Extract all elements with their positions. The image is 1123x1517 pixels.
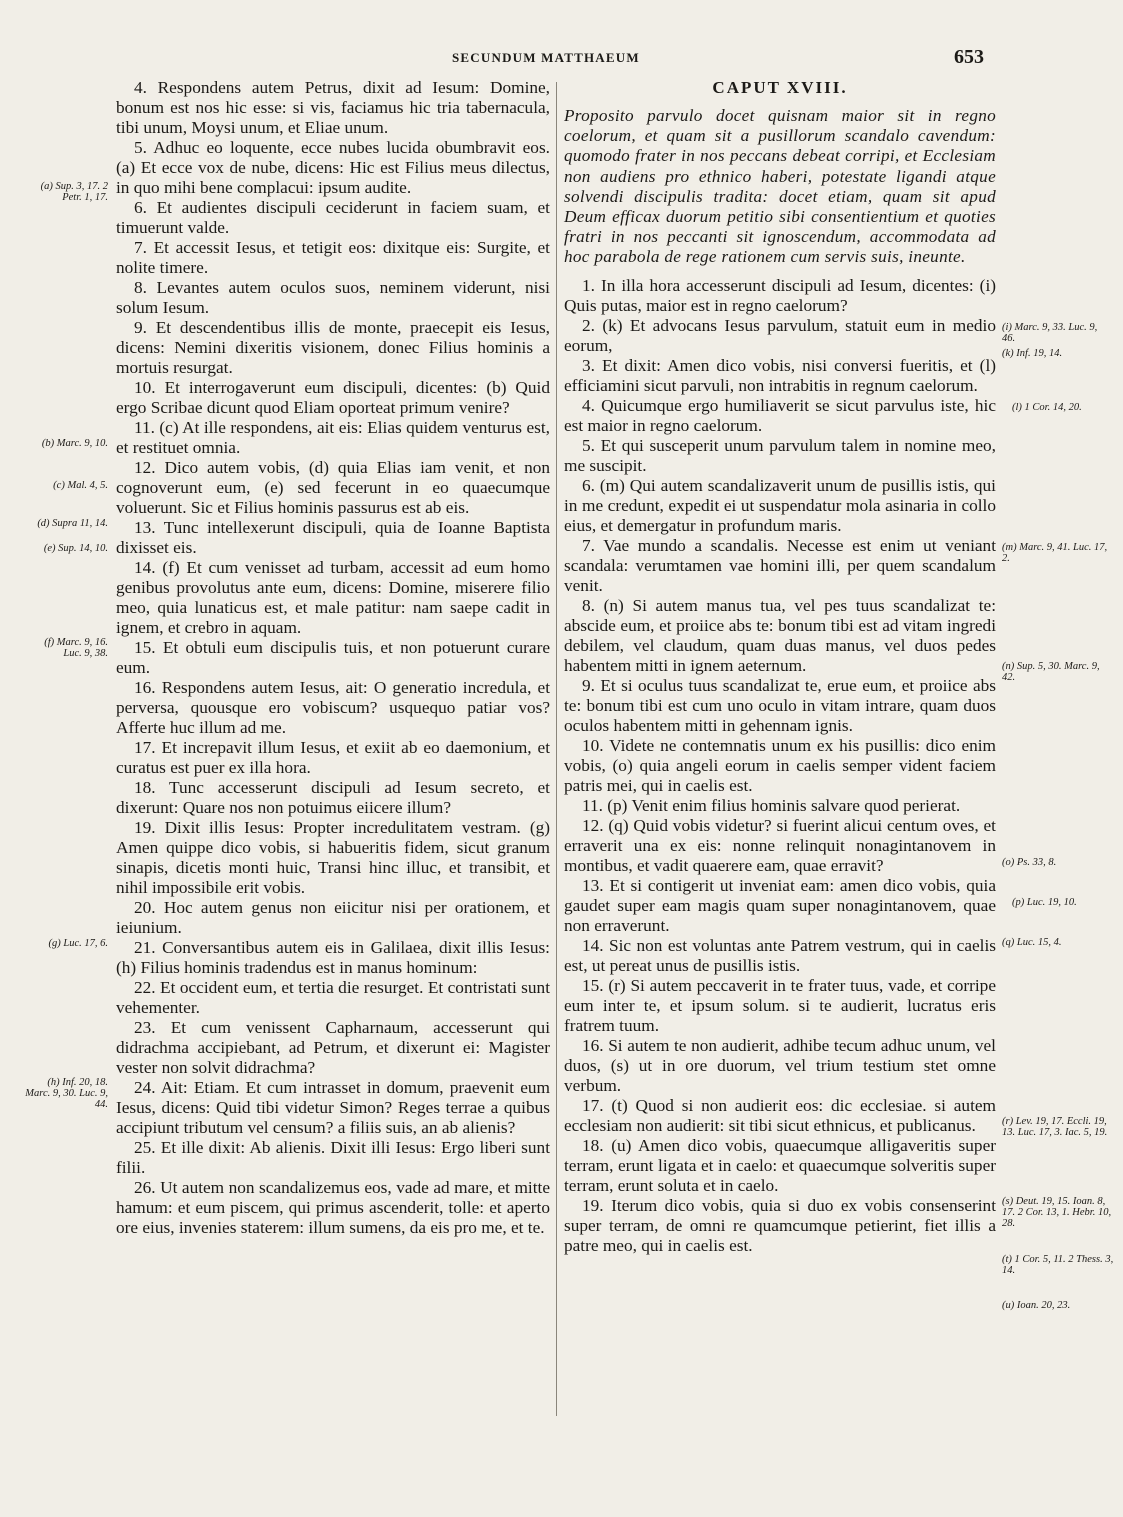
margin-note: (e) Sup. 14, 10. — [43, 543, 108, 554]
page-header — [0, 48, 1123, 70]
verse: 18. (u) Amen dico vobis, quaecumque alligaveritis super terram, erunt ligata et in caelo: et quaecumque solveritis super terram, erunt soluta et in caelo. — [564, 1135, 996, 1195]
margin-note: (o) Ps. 33, 8. — [1002, 857, 1057, 868]
verse: 17. (t) Quod si non audierit eos: dic ecclesiae. si autem ecclesiam non audierit: sit tibi sicut ethnicus, et publicanus. — [564, 1095, 996, 1135]
verse: 13. Tunc intellexerunt discipuli, quia de Ioanne Baptista dixisset eis. — [116, 518, 550, 557]
margin-note: (p) Luc. 19, 10. — [1012, 897, 1077, 908]
verse: 15. Et obtuli eum discipulis tuis, et non potuerunt curare eum. — [116, 638, 550, 677]
verse: 19. Dixit illis Iesus: Propter incredulitatem vestram. (g) Amen quippe dico vobis, si habueritis fidem, sicut granum sinapis, dicetis monti huic, Transi hinc illuc, et transibit, et nihil impossibile erit vobis. — [116, 818, 550, 897]
verse: 12. (q) Quid vobis videtur? si fuerint alicui centum oves, et erraverit una ex eis: nonne relinquit nonagintanovem in montibus, et vadit quaerere eam, quae erravit? — [564, 815, 996, 875]
margin-note: (s) Deut. 19, 15. Ioan. 8, 17. 2 Cor. 13, 1. Hebr. 10, 28. — [1002, 1196, 1112, 1229]
verse: 15. (r) Si autem peccaverit in te frater tuus, vade, et corripe eum inter te, et ipsum solum. si te audierit, lucratus eris fratrem tuum. — [564, 975, 996, 1035]
verse: 20. Hoc autem genus non eiicitur nisi per orationem, et ieiunium. — [116, 898, 550, 937]
verse: 4. Respondens autem Petrus, dixit ad Iesum: Domine, bonum est nos hic esse: si vis, faciamus hic tria tabernacula, tibi unum, Moysi unum, et Eliae unum. — [116, 78, 550, 137]
right-column — [564, 76, 996, 1256]
margin-note: (l) 1 Cor. 14, 20. — [1012, 402, 1082, 413]
verse: 14. Sic non est voluntas ante Patrem vestrum, qui in caelis est, ut pereat unus de pusillis istis. — [564, 935, 996, 975]
verse: 1. In illa hora accesserunt discipuli ad Iesum, dicentes: (i) Quis putas, maior est in regno caelorum? — [564, 275, 996, 315]
margin-note: (r) Lev. 19, 17. Eccli. 19, 13. Luc. 17, 3. Iac. 5, 19. — [1002, 1116, 1108, 1138]
margin-note: (h) Inf. 20, 18. Marc. 9, 30. Luc. 9, 44. — [25, 1077, 108, 1110]
verse: 2. (k) Et advocans Iesus parvulum, statuit eum in medio eorum, — [564, 315, 996, 355]
column-divider — [556, 82, 557, 1416]
verse: 7. Et accessit Iesus, et tetigit eos: dixitque eis: Surgite, et nolite timere. — [116, 238, 550, 277]
verse: 10. Videte ne contemnatis unum ex his pusillis: dico enim vobis, (o) quia angeli eorum in caelis semper vident faciem patris mei, qui in caelis est. — [564, 735, 996, 795]
verse: 5. Et qui susceperit unum parvulum talem in nomine meo, me suscipit. — [564, 435, 996, 475]
page-number: 653 — [954, 46, 984, 68]
verse: 25. Et ille dixit: Ab alienis. Dixit illi Iesus: Ergo liberi sunt filii. — [116, 1138, 550, 1177]
margin-note: (i) Marc. 9, 33. Luc. 9, 46. — [1002, 322, 1098, 344]
verse: 16. Respondens autem Iesus, ait: O generatio incredula, et perversa, quousque ero vobiscum? usquequo patiar vos? Afferte huc illum ad me. — [116, 678, 550, 737]
verse: 8. Levantes autem oculos suos, neminem viderunt, nisi solum Iesum. — [116, 278, 550, 317]
margin-note: (g) Luc. 17, 6. — [48, 938, 108, 949]
verse: 4. Quicumque ergo humiliaverit se sicut parvulus iste, hic est maior in regno caelorum. — [564, 395, 996, 435]
verse: 6. (m) Qui autem scandalizaverit unum de pusillis istis, qui in me credunt, expedit ei ut suspendatur mola asinaria in collo eius, et demergatur in profundum maris. — [564, 475, 996, 535]
margin-note: (u) Ioan. 20, 23. — [1002, 1300, 1071, 1311]
verse: 12. Dico autem vobis, (d) quia Elias iam venit, et non cognoverunt eum, (e) sed fecerunt in eo quaecumque voluerunt. Sic et Filius hominis passurus est ab eis. — [116, 458, 550, 517]
verse: 23. Et cum venissent Capharnaum, accesserunt qui didrachma accipiebant, ad Petrum, et dixerunt ei: Magister vester non solvit didrachma? — [116, 1018, 550, 1077]
margin-note: (b) Marc. 9, 10. — [41, 438, 108, 449]
verse: 5. Adhuc eo loquente, ecce nubes lucida obumbravit eos. (a) Et ecce vox de nube, dicens: Hic est Filius meus dilectus, in quo mihi bene complacui: ipsum audite. — [116, 138, 550, 197]
margin-note: (t) 1 Cor. 5, 11. 2 Thess. 3, 14. — [1002, 1254, 1114, 1276]
verse: 9. Et si oculus tuus scandalizat te, erue eum, et proiice abs te: bonum tibi est cum uno oculo in vitam intrare, quam duos oculos habentem mitti in gehennam ignis. — [564, 675, 996, 735]
verse: 6. Et audientes discipuli ceciderunt in faciem suam, et timuerunt valde. — [116, 198, 550, 237]
verse: 17. Et increpavit illum Iesus, et exiit ab eo daemonium, et curatus est puer ex illa hora. — [116, 738, 550, 777]
verse: 10. Et interrogaverunt eum discipuli, dicentes: (b) Quid ergo Scribae dicunt quod Eliam oporteat primum venire? — [116, 378, 550, 417]
margin-note: (m) Marc. 9, 41. Luc. 17, 2. — [1002, 542, 1108, 564]
margin-note: (a) Sup. 3, 17. 2 Petr. 1, 17. — [40, 181, 108, 203]
verse: 21. Conversantibus autem eis in Galilaea, dixit illis Iesus: (h) Filius hominis tradendus est in manus hominum: — [116, 938, 550, 977]
verse: 16. Si autem te non audierit, adhibe tecum adhuc unum, vel duos, (s) ut in ore duorum, vel trium testium stet omne verbum. — [564, 1035, 996, 1095]
left-column — [116, 78, 550, 1238]
verse: 9. Et descendentibus illis de monte, praecepit eis Iesus, dicens: Nemini dixeritis visionem, donec Filius hominis a mortuis resurgat. — [116, 318, 550, 377]
verse: 7. Vae mundo a scandalis. Necesse est enim ut veniant scandala: verumtamen vae homini illi, per quem scandalum venit. — [564, 535, 996, 595]
margin-note: (f) Marc. 9, 16. Luc. 9, 38. — [44, 637, 108, 659]
chapter-summary: Proposito parvulo docet quisnam maior sit in regno coelorum, et quam sit a pusillorum scandalo cavendum: quomodo frater in nos peccans debeat corripi, et Ecclesiam non audiens pro ethnico haberi, potestate ligandi atque solvendi discipulis tradita: docet etiam, quam sit apud Deum efficax duorum petitio sibi consentientium et quoties fratri in nos peccanti sit ignoscendum, accommodata ad hoc parabola de rege rationem cum servis suis, ineunte. — [564, 106, 996, 267]
verse: 22. Et occident eum, et tertia die resurget. Et contristati sunt vehementer. — [116, 978, 550, 1017]
margin-note: (c) Mal. 4, 5. — [53, 480, 108, 491]
running-head: SECUNDUM MATTHAEUM — [452, 50, 640, 65]
verse: 11. (p) Venit enim filius hominis salvare quod perierat. — [582, 795, 961, 815]
verse: 18. Tunc accesserunt discipuli ad Iesum secreto, et dixerunt: Quare nos non potuimus eiicere illum? — [116, 778, 550, 817]
verse: 14. (f) Et cum venisset ad turbam, accessit ad eum homo genibus provolutus ante eum, dicens: Domine, miserere filio meo, quia lunaticus est, et male patitur: nam saepe cadit in ignem, et crebro in aquam. — [116, 558, 550, 637]
margin-note: (n) Sup. 5, 30. Marc. 9, 42. — [1002, 661, 1100, 683]
verse: 3. Et dixit: Amen dico vobis, nisi conversi fueritis, et (l) efficiamini sicut parvuli, non intrabitis in regnum caelorum. — [564, 355, 996, 395]
verse: 24. Ait: Etiam. Et cum intrasset in domum, praevenit eum Iesus, dicens: Quid tibi videtur Simon? Reges terrae a quibus accipiunt tributum vel censum? a filiis suis, an ab alienis? — [116, 1078, 550, 1137]
chapter-title: CAPUT XVIII. — [712, 78, 848, 97]
verse: 26. Ut autem non scandalizemus eos, vade ad mare, et mitte hamum: et eum piscem, qui primus ascenderit, tolle: et aperto ore eius, invenies staterem: illum sumens, da eis pro me, et te. — [116, 1178, 550, 1237]
margin-note: (k) Inf. 19, 14. — [1002, 348, 1063, 359]
verse: 19. Iterum dico vobis, quia si duo ex vobis consenserint super terram, de omni re quamcumque petierint, fiet illis a patre meo, qui in caelis est. — [564, 1195, 996, 1255]
verse: 11. (c) At ille respondens, ait eis: Elias quidem venturus est, et restituet omnia. — [116, 418, 550, 457]
margin-note: (q) Luc. 15, 4. — [1002, 937, 1062, 948]
margin-note: (d) Supra 11, 14. — [37, 518, 108, 529]
verse: 13. Et si contigerit ut inveniat eam: amen dico vobis, quia gaudet super eam magis quam super nonagintanovem, quae non erraverunt. — [564, 875, 996, 935]
verse: 8. (n) Si autem manus tua, vel pes tuus scandalizat te: abscide eum, et proiice abs te: bonum tibi est ad vitam ingredi debilem, vel claudum, quam duas manus, vel duos pedes habentem mitti in ignem aeternum. — [564, 595, 996, 675]
